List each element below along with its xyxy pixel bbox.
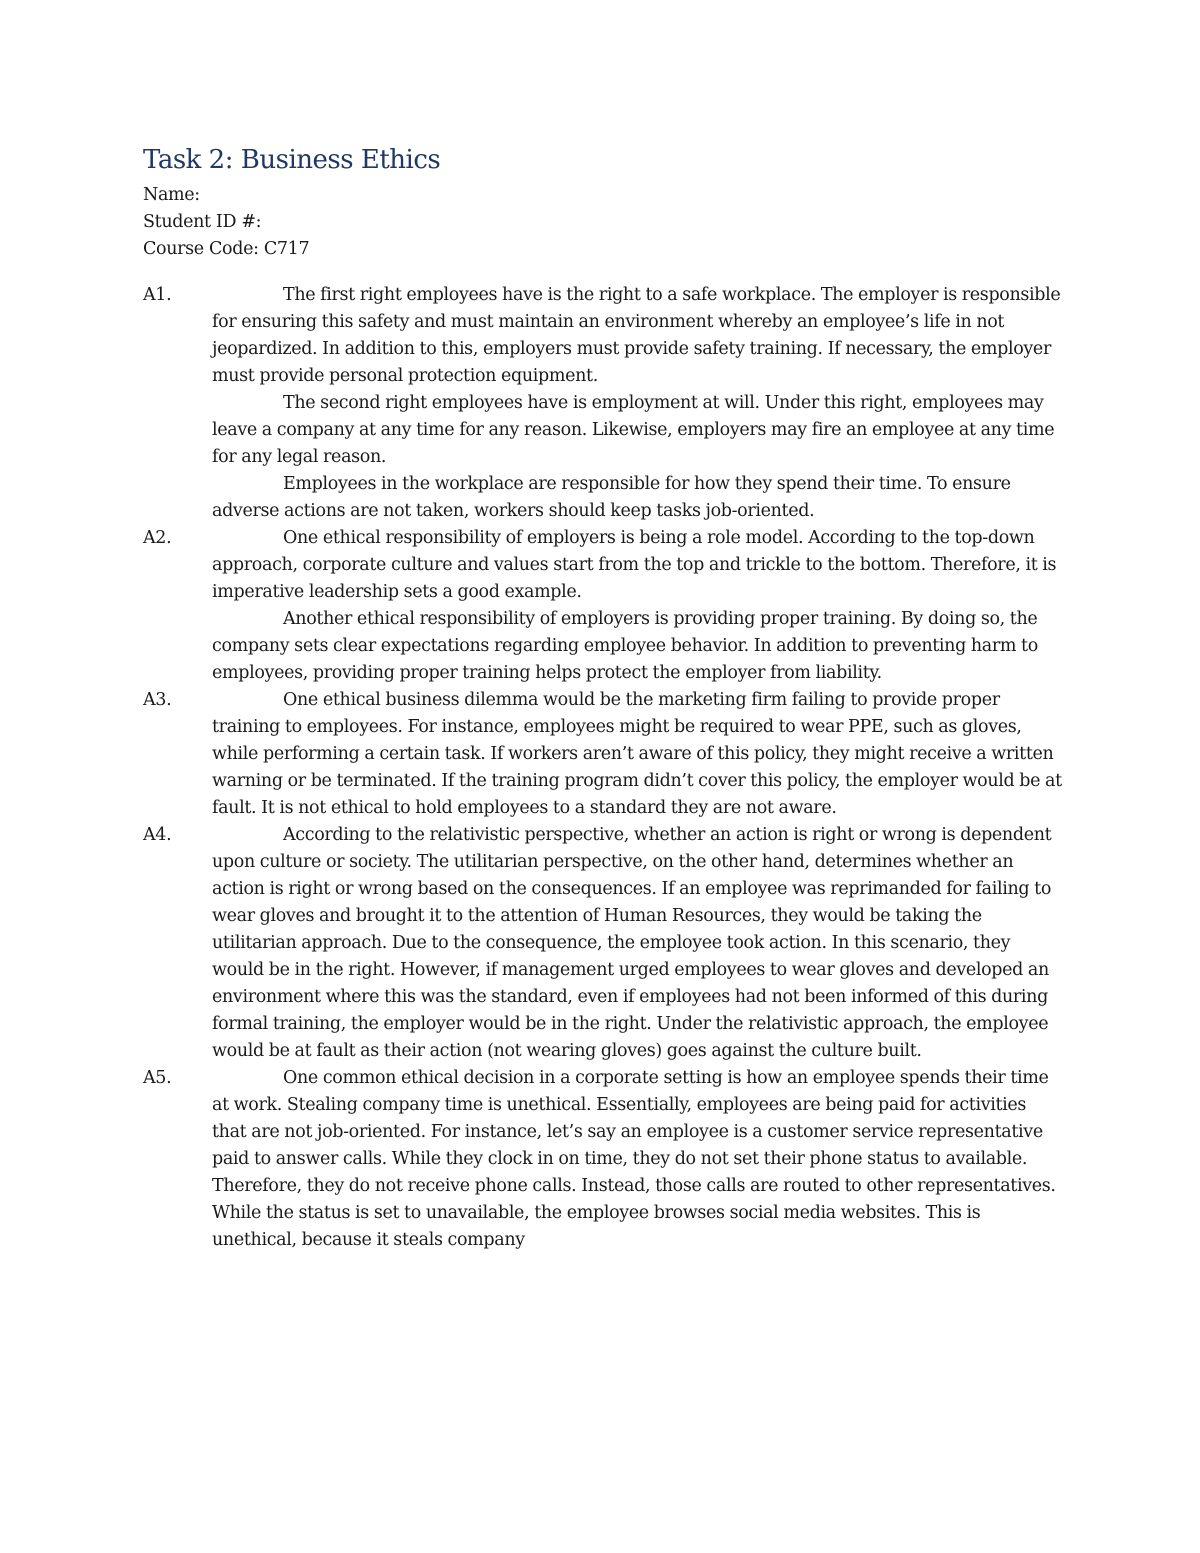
paragraph: The second right employees have is employment at will. Under this right, employees may leave a company at any time for any reason. Likewise, employers may fire an employee at any time for any legal reason. — [212, 393, 1055, 467]
paragraph: Another ethical responsibility of employers is providing proper training. By doing so, the company sets clear expectations regarding employee behavior. In addition to preventing harm to employees, providing proper training helps protect the employer from liability. — [212, 609, 1038, 683]
paragraph: According to the relativistic perspective, whether an action is right or wrong is dependent upon culture or society. The utilitarian perspective, on the other hand, determines whether an action is right or wrong based on the consequences. If an employee was reprimanded for failing to wear gloves and brought it to the attention of Human Resources, they would be taking the utilitarian approach. Due to the consequence, the employee took action. In this scenario, they would be in the right. However, if management urged employees to wear gloves and developed an environment where this was the standard, even if employees had not been informed of this during formal training, the employer would be in the right. Under the relativistic approach, the employee would be at fault as their action (not wearing gloves) goes against the culture built. — [212, 825, 1052, 1061]
section-label: A2. — [143, 528, 172, 548]
document-body — [143, 140, 1063, 1254]
paragraph: The first right employees have is the right to a safe workplace. The employer is responsible for ensuring this safety and must maintain an environment whereby an employee’s life in not jeopardized. In addition to this, employers must provide safety training. If necessary, the employer must provide personal protection equipment. — [212, 285, 1061, 386]
document-title: Task 2: Business Ethics — [143, 145, 441, 175]
course-code-label: Course Code: C717 — [143, 239, 310, 259]
name-label: Name: — [143, 185, 200, 205]
paragraph: One ethical business dilemma would be the marketing firm failing to provide proper training to employees. For instance, employees might be required to wear PPE, such as gloves, while performing a certain task. If workers aren’t aware of this policy, they might receive a written warning or be terminated. If the training program didn’t cover this policy, the employer would be at fault. It is not ethical to hold employees to a standard they are not aware. — [212, 690, 1062, 818]
paragraph: One common ethical decision in a corporate setting is how an employee spends their time at work. Stealing company time is unethical. Essentially, employees are being paid for activities that are not job-oriented. For instance, let’s say an employee is a customer service representative paid to answer calls. While they clock in on time, they do not set their phone status to available. Therefore, they do not receive phone calls. Instead, those calls are routed to other representatives. While the status is set to unavailable, the employee browses social media websites. This is unethical, because it steals company — [212, 1068, 1056, 1250]
section-a5 — [143, 1065, 1063, 1254]
answer-sections — [143, 282, 1063, 1254]
section-label: A5. — [143, 1068, 172, 1088]
paragraph: One ethical responsibility of employers is being a role model. According to the top-down approach, corporate culture and values start from the top and trickle to the bottom. Therefore, it is imperative leadership sets a good example. — [212, 528, 1057, 602]
section-a3 — [143, 687, 1063, 822]
section-a4 — [143, 822, 1063, 1065]
section-label: A1. — [143, 285, 172, 305]
student-id-label: Student ID #: — [143, 212, 262, 232]
section-label: A4. — [143, 825, 172, 845]
section-label: A3. — [143, 690, 172, 710]
paragraph: Employees in the workplace are responsible for how they spend their time. To ensure adverse actions are not taken, workers should keep tasks job-oriented. — [212, 474, 1011, 521]
section-a1 — [143, 282, 1063, 525]
section-a2 — [143, 525, 1063, 687]
